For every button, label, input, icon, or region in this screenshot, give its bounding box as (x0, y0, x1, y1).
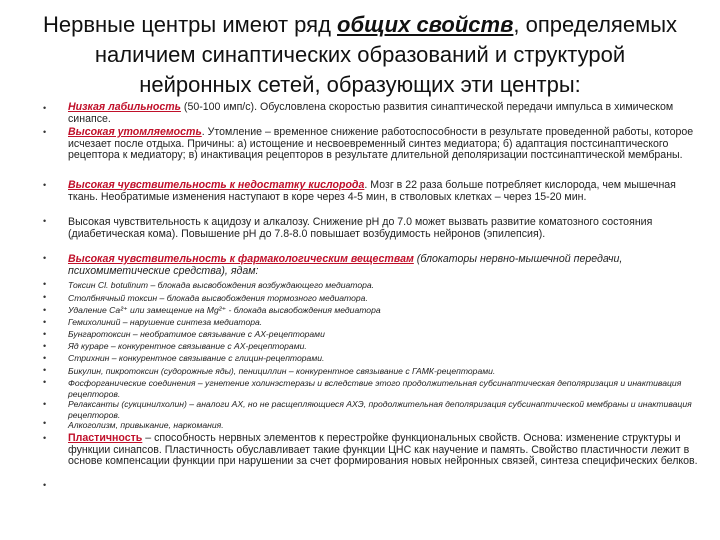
bullet: • (43, 127, 47, 137)
list-item: Стрихнин – конкурентное связывание с глицин-рецепторами. (68, 353, 325, 363)
slide-title: Нервные центры имеют ряд общих свойств, определяемых наличием синаптических образований и структурой нейронных сетей, образующих эти центры: (42, 12, 678, 97)
list-item: Токсин Cl. botulinum – блокада высвобождения возбуждающего медиатора. (68, 280, 375, 290)
bullet: • (43, 353, 47, 363)
list-item: Высокая чувствительность к фармакологическим веществам (блокаторы нервно-мышечной передачи, психомиметические средства), ядам: (68, 253, 623, 277)
list-item: Высокая чувствительность к недостатку кислорода. Мозг в 22 раза больше потребляет кислорода, чем мышечная ткань. Необратимые изменения наступают в коре через 4-5 мин, в стволовых клетках – через 15-20 мин. (68, 179, 676, 203)
list-item: Столбнячный токсин – блокада высвобождения тормозного медиатора. (68, 293, 368, 303)
list-item: Бунгаротоксин – необратимое связывание с АХ-рецепторами (68, 329, 325, 339)
title-keyword: общих свойств (337, 12, 514, 37)
bullet: • (43, 480, 47, 490)
list-item: Бикулин, пикротоксин (судорожные яды), пенициллин – конкурентное связывание с ГАМК-рецепторами. (68, 366, 496, 376)
bullet: • (43, 433, 47, 443)
bullet: • (43, 365, 47, 375)
list-item: Алкоголизм, привыкание, наркомания. (68, 420, 224, 430)
list-item: Высокая чувствительность к ацидозу и алкалозу. Снижение рН до 7.0 может вызвать развитие коматозного состояния (диабетическая кома). Повышение рН до 7.8-8.0 повышает возбудимость нейронов (эпилепсия). (68, 216, 653, 240)
list-item: Высокая утомляемость. Утомление – временное снижение работоспособности в результате проведенной работы, которое исчезает после отдыха. Причины: а) истощение и несвоевременный синтез медиатора; б) адаптация постсинаптического рецептора к медиатору; в) инактивация рецепторов в результате длительной деполяризации постсинаптической мембраны. (68, 126, 694, 162)
list-item: Низкая лабильность (50-100 имп/с). Обусловлена скоростью развития синаптической передачи импульса в химическом синапсе. (68, 101, 674, 125)
list-item: Фосфорганические соединения – угнетение холинэстеразы и вследствие этого продолжительная субсинаптическая деполяризация и инактивация рецепторов. (68, 378, 682, 399)
bullet: • (43, 305, 47, 315)
bullet: • (43, 317, 47, 327)
list-item: Гемихолиний – нарушение синтеза медиатора. (68, 317, 263, 327)
bullet: • (43, 377, 47, 387)
list-item: Релаксанты (сукцинилхолин) – аналоги АХ, но не расщепляющиеся АХЭ, продолжительная деполяризация субсинаптической мембраны и инактивация рецепторов. (68, 399, 692, 420)
bullet: • (43, 292, 47, 302)
bullet: • (43, 329, 47, 339)
list-item: Пластичность – способность нервных элементов к перестройке функциональных свойств. Основа: изменение структуры и функции синапсов. Пластичность обуславливает такие функции ЦНС как научение и память. Свойство пластичности лежит в основе компенсации функции при нарушении за счет формирования новых нейронных связей, синтеза специфических белков. (68, 432, 698, 468)
bullet: • (43, 180, 47, 190)
list-item: Удаление Са²⁺ или замещение на Mg²⁺ - блокада высвобождения медиатора (68, 305, 381, 315)
bullet: • (43, 341, 47, 351)
bullet: • (43, 399, 47, 409)
bullet: • (43, 103, 47, 113)
list-item: Яд кураре – конкурентное связывание с АХ-рецепторами. (68, 341, 307, 351)
bullet: • (43, 418, 47, 428)
bullet: • (43, 279, 47, 289)
bullet: • (43, 253, 47, 263)
bullet: • (43, 216, 47, 226)
